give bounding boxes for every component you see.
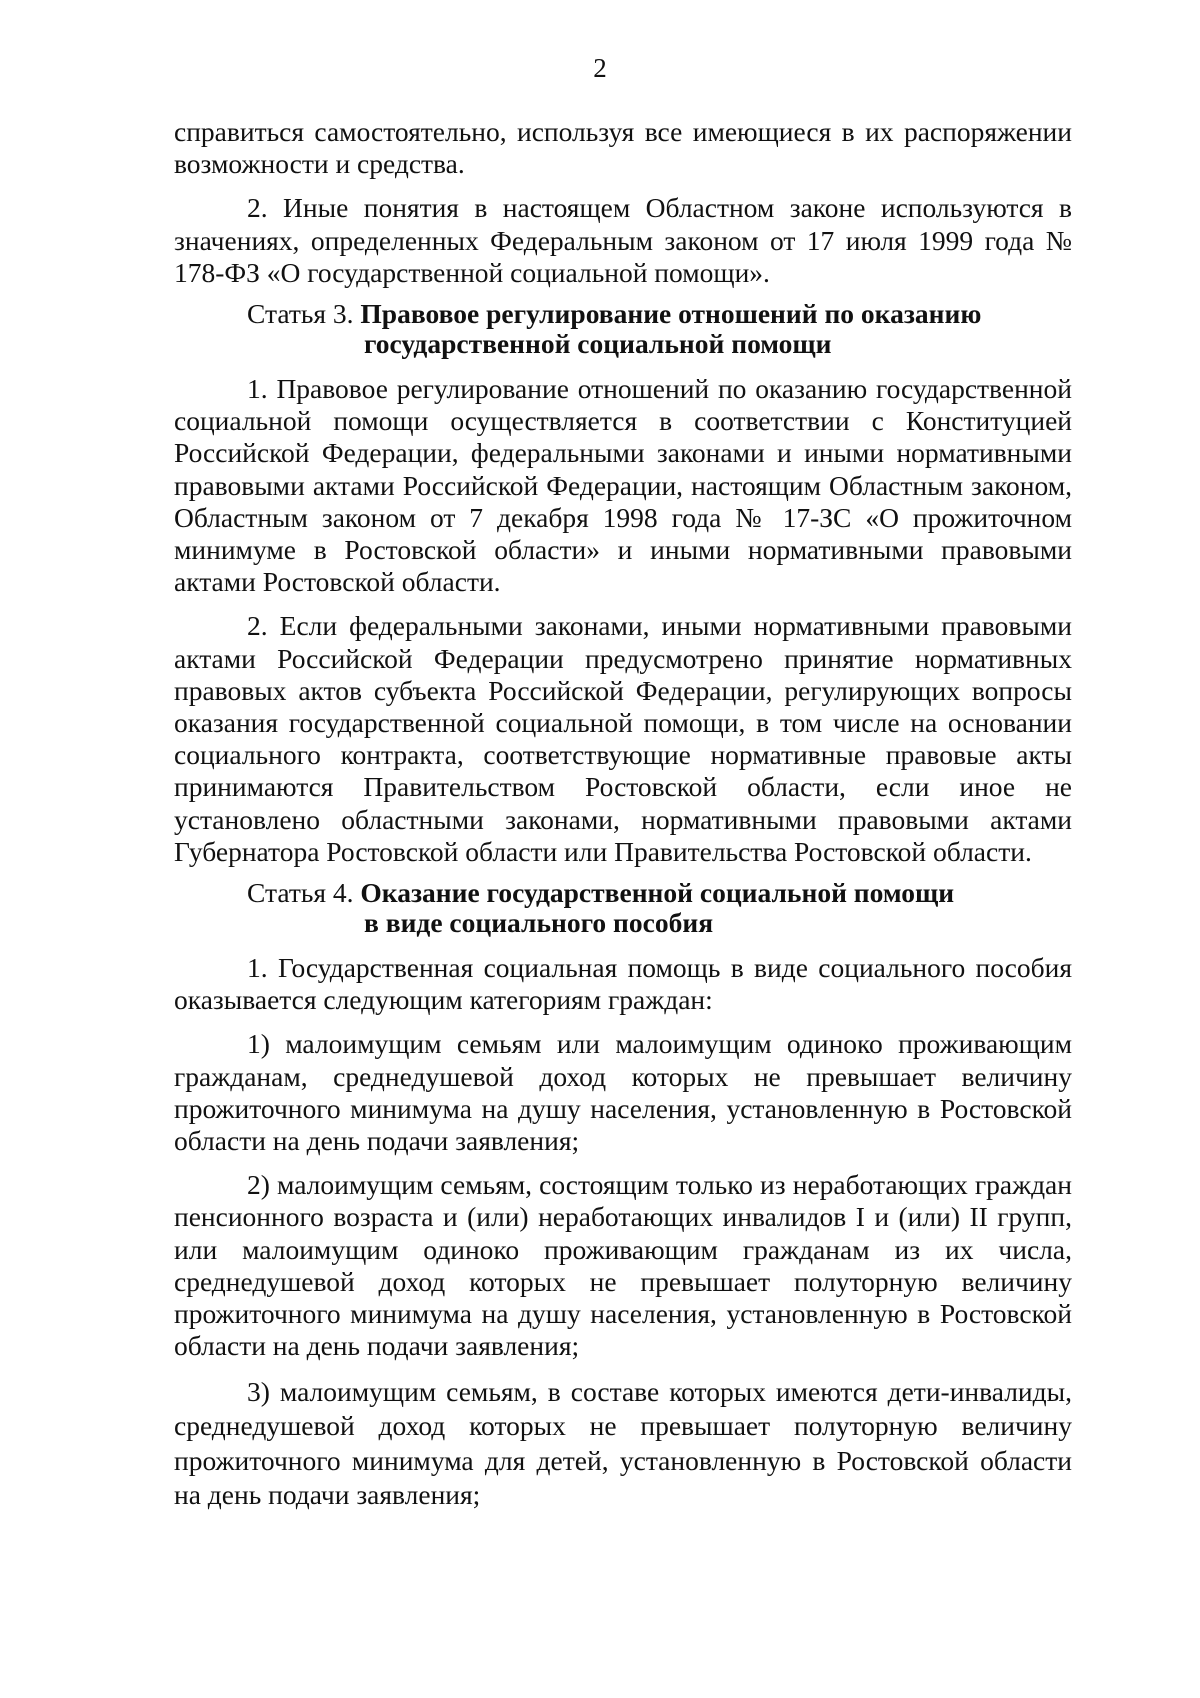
article-4-title-line-2: в виде социального пособия [364, 907, 714, 939]
article-3-title-line-1: Правовое регулирование отношений по оказанию [360, 298, 982, 330]
article-4-title-line-1: Оказание государственной социальной помощи [360, 877, 955, 909]
article-3-title-line-2: государственной социальной помощи [364, 328, 832, 360]
article-4-item-3: 3) малоимущим семьям, в составе которых имеются дети-инвалиды, среднедушевой доход которых не превышает полуторную величину прожиточного минимума для детей, установленную в Ростовской области на день подачи заявления; [174, 1375, 1072, 1510]
page-number: 2 [593, 53, 607, 83]
intro-paragraph-2: 2. Иные понятия в настоящем Областном законе используются в значениях, определенных Федеральным законом от 17 июля 1999 года № 178-ФЗ «О государственной социальной помощи». [174, 192, 1072, 288]
article-3-label: Статья 3. [247, 298, 361, 330]
article-3-paragraph-2: 2. Если федеральными законами, иными нормативными правовыми актами Российской Федерации предусмотрено принятие нормативных правовых актов субъекта Российской Федерации, регулирующих вопросы оказания государственной социальной помощи, в том числе на основании социального контракта, соответствующие нормативные правовые акты принимаются Правительством Ростовской области, если иное не установлено областными законами, нормативными правовыми актами Губернатора Ростовской области или Правительства Ростовской области. [174, 610, 1072, 867]
article-4-item-3-block [174, 1375, 1072, 1513]
article-4-heading [174, 878, 1072, 938]
article-4-item-1: 1) малоимущим семьям или малоимущим одиноко проживающим гражданам, среднедушевой доход которых не превышает величину прожиточного минимума на душу населения, установленную в Ростовской области на день подачи заявления; [174, 1028, 1072, 1157]
article-3-paragraph-1: 1. Правовое регулирование отношений по оказанию государственной социальной помощи осуществляется в соответствии с Конституцией Российской Федерации, федеральными законами и иными нормативными правовыми актами Российской Федерации, настоящим Областным законом, Областным законом от 7 декабря 1998 года № 17-ЗС «О прожиточном минимуме в Ростовской области» и иными нормативными правовыми актами Ростовской области. [174, 373, 1072, 598]
intro-paragraph-continuation: справиться самостоятельно, используя все имеющиеся в их распоряжении возможности и средства. [174, 116, 1072, 180]
article-4-item-2: 2) малоимущим семьям, состоящим только из неработающих граждан пенсионного возраста и (или) неработающих инвалидов I и (или) II групп, или малоимущим одиноко проживающим гражданам из их числа, среднедушевой доход которых не превышает полуторную величину прожиточного минимума на душу населения, установленную в Ростовской области на день подачи заявления; [174, 1169, 1072, 1362]
article-4-label: Статья 4. [247, 877, 361, 909]
document-body [174, 116, 1072, 1513]
article-3-heading [174, 299, 1072, 359]
article-4-paragraph-1: 1. Государственная социальная помощь в виде социального пособия оказывается следующим категориям граждан: [174, 952, 1072, 1016]
